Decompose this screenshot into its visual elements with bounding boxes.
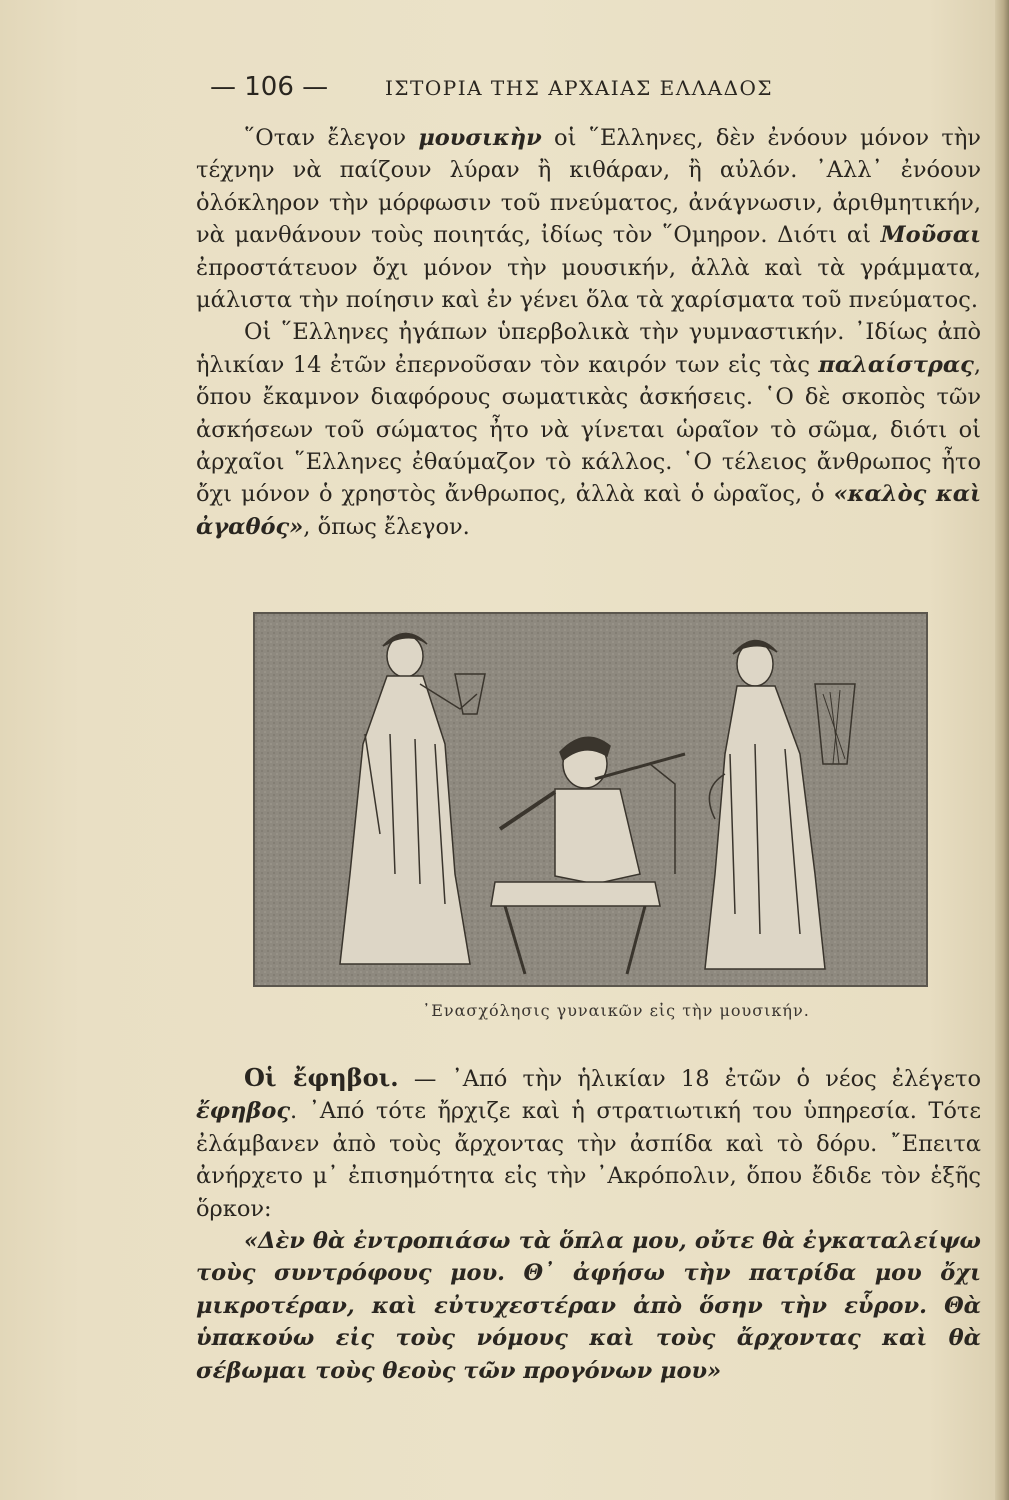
text-run: ἐπροστάτευον ὄχι μόνον τὴν μουσικήν, ἀλλὰ καὶ τὰ γράμματα, μάλιστα τὴν ποίησιν καὶ ἐν γένει ὅλα τὰ χαρίσματα τοῦ πνεύματος. bbox=[196, 254, 981, 314]
page-number: — 106 — bbox=[210, 72, 329, 102]
section-heading: Οἱ ἔφηβοι. bbox=[244, 1063, 399, 1092]
page-header bbox=[210, 72, 810, 104]
text-run: οἱ ῞Ελληνες, δὲν ἐνόουν μόνον τὴν τέχνην νὰ παίζουν λύραν ἢ κιθάραν, ἢ αὐλόν. ᾽Αλλ᾽ ἐνόουν ὁλόκληρον τὴν μόρφωσιν τοῦ πνεύματος, ἀνάγνωσιν, ἀριθμητικήν, νὰ μανθάνουν τοὺς ποιητάς, ἰδίως τὸν ῞Ομηρον. Διότι αἱ bbox=[196, 125, 981, 249]
bottom-text-block bbox=[196, 1062, 981, 1387]
emphasis-kalos-kagathos: «καλὸς καὶ ἀγαθός» bbox=[196, 481, 981, 540]
text-run: , ὅπου ἔκαμνον διαφόρους σωματικὰς ἀσκήσεις. ῾Ο δὲ σκοπὸς τῶν ἀσκήσεων τοῦ σώματος ἦτο νὰ γίνεται ὡραῖον τὸ σῶμα, διότι οἱ ἀρχαῖοι ῞Ελληνες ἐθαύμαζον τὸ κάλλος. ῾Ο τέλειος ἄνθρωπος ἦτο ὄχι μόνον ὁ χρηστὸς ἄνθρωπος, ἀλλὰ καὶ ὁ ὡραῖος, ὁ bbox=[196, 351, 981, 508]
top-text-block bbox=[196, 122, 981, 543]
ephebic-oath: «Δὲν θὰ ἐντροπιάσω τὰ ὅπλα μου, οὔτε θὰ ἐγκαταλείψω τοὺς συντρόφους μου. Θ᾽ ἀφήσω τὴν πατρίδα μου ὄχι μικροτέραν, καὶ εὐτυχεστέραν ἀπὸ ὅσην τὴν εὗρον. Θὰ ὑπακούω εἰς τοὺς νόμους καὶ τοὺς ἄρχοντας καὶ θὰ σέβωμαι τοὺς θεοὺς τῶν προγόνων μου» bbox=[196, 1228, 981, 1384]
running-title: ΙΣΤΟΡΙΑ ΤΗΣ ΑΡΧΑΙΑΣ ΕΛΛΑΔΟΣ bbox=[385, 76, 774, 100]
text-run: Οἱ ῞Ελληνες ἠγάπων ὑπερβολικὰ τὴν γυμναστικήν. ᾽Ιδίως ἀπὸ ἡλικίαν 14 ἐτῶν ἐπερνοῦσαν τὸν καιρόν των εἰς τὰς bbox=[196, 319, 981, 378]
paragraph-music bbox=[196, 122, 981, 316]
figure-caption: ᾽Ενασχόλησις γυναικῶν εἰς τὴν μουσικήν. bbox=[422, 1001, 810, 1020]
paragraph-gymnastics bbox=[196, 316, 981, 543]
emphasis-mousike: μουσικὴν bbox=[418, 125, 542, 151]
emphasis-ephebos: ἔφηβος bbox=[196, 1098, 291, 1125]
figure-illustration bbox=[255, 614, 926, 985]
text-run: , ὅπως ἔλεγον. bbox=[303, 513, 470, 540]
page-edge bbox=[995, 0, 1009, 1500]
vase-painting-figure bbox=[253, 612, 928, 987]
emphasis-palaistras: παλαίστρας bbox=[818, 351, 974, 378]
paragraph-ephebes bbox=[196, 1062, 981, 1225]
text-run: . ᾽Από τότε ἤρχιζε καὶ ἡ στρατιωτική του ὑπηρεσία. Τότε ἐλάμβανεν ἀπὸ τοὺς ἄρχοντας τὴν ἀσπίδα καὶ τὸ δόρυ. ῎Επειτα ἀνήρχετο μ᾽ ἐπισημότητα εἰς τὴν ᾽Ακρόπολιν, ὅπου ἔδιδε τὸν ἑξῆς ὅρκον: bbox=[196, 1098, 981, 1222]
text-run: — ᾽Από τὴν ἡλικίαν 18 ἐτῶν ὁ νέος ἐλέγετο bbox=[398, 1066, 982, 1092]
emphasis-mousai: Μοῦσαι bbox=[880, 222, 981, 249]
text-run: ῞Οταν ἔλεγον bbox=[244, 125, 419, 151]
